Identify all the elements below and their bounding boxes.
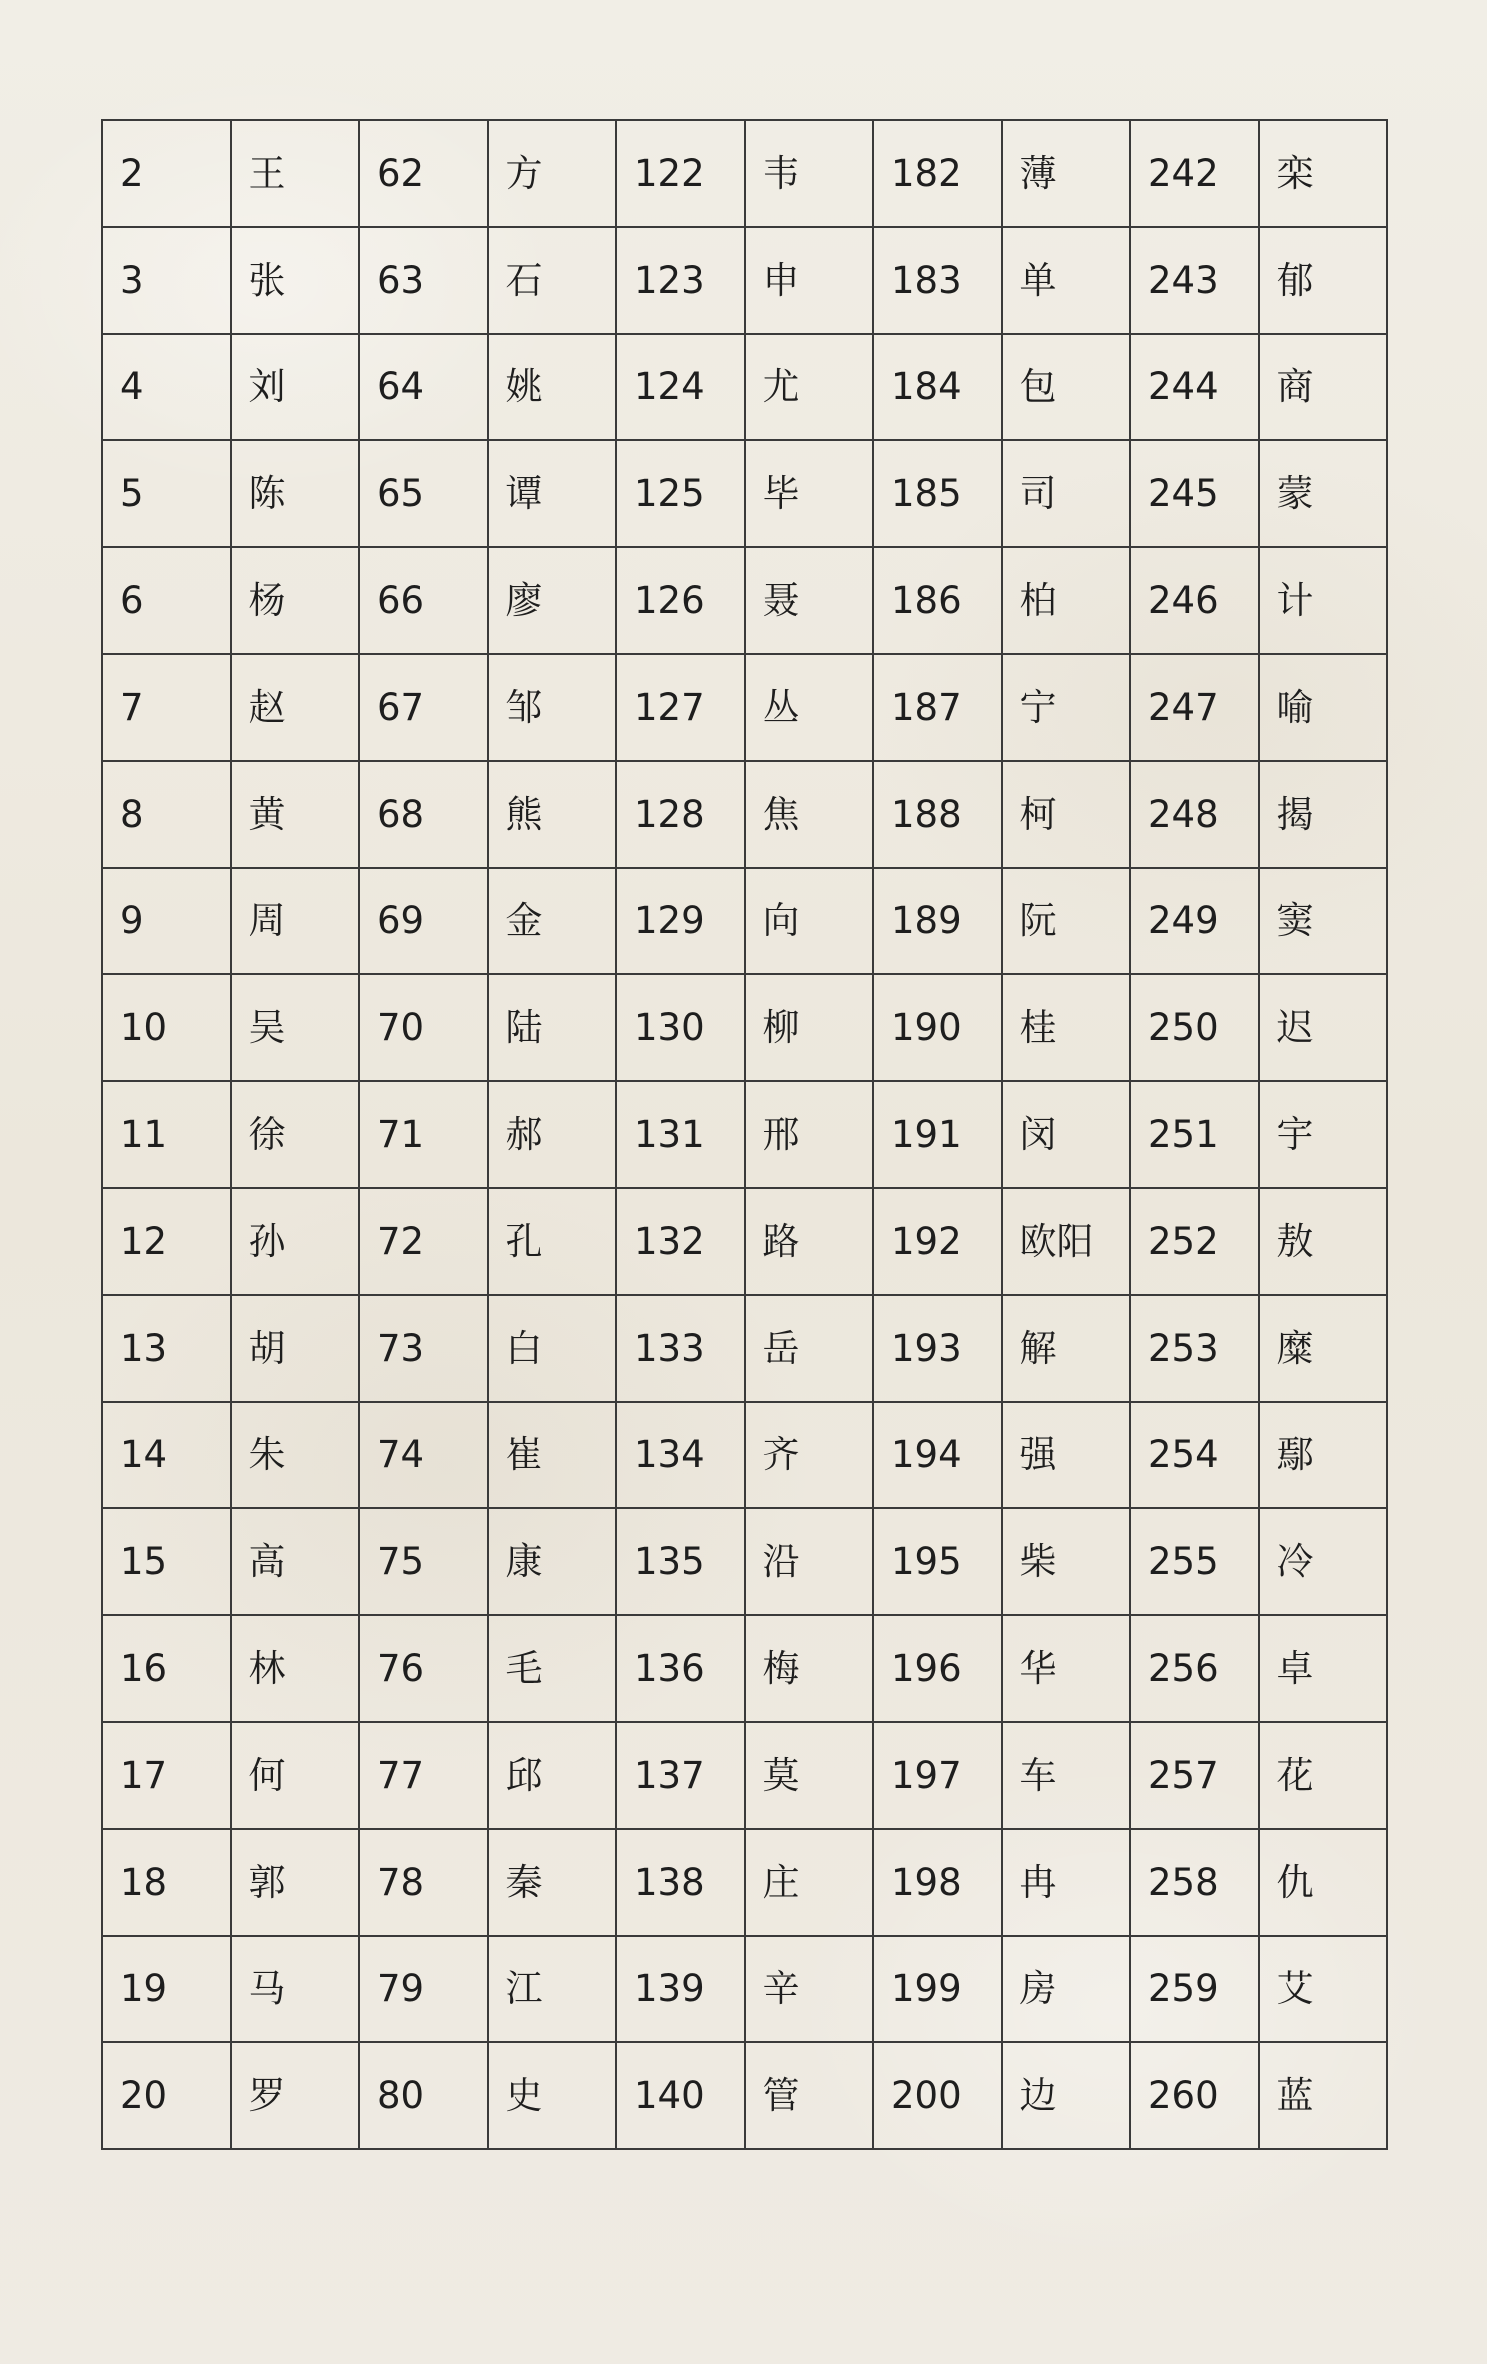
rank-number-cell: 247 (1130, 654, 1259, 761)
rank-number-cell: 64 (359, 334, 488, 441)
table-row (102, 334, 1387, 441)
surname-cell: 宇 (1259, 1081, 1388, 1188)
surname-cell: 柴 (1002, 1508, 1131, 1615)
surname-cell: 熊 (488, 761, 617, 868)
surname-cell: 仇 (1259, 1829, 1388, 1936)
rank-number-cell: 259 (1130, 1936, 1259, 2043)
rank-number-cell: 15 (102, 1508, 231, 1615)
surname-cell: 郁 (1259, 227, 1388, 334)
rank-number-cell: 246 (1130, 547, 1259, 654)
rank-number-cell: 130 (616, 974, 745, 1081)
surname-cell: 江 (488, 1936, 617, 2043)
table-row (102, 547, 1387, 654)
surname-cell: 陆 (488, 974, 617, 1081)
surname-cell: 司 (1002, 440, 1131, 547)
table-body (102, 120, 1387, 2149)
surname-cell: 蓝 (1259, 2042, 1388, 2149)
rank-number-cell: 182 (873, 120, 1002, 227)
surname-cell: 蒙 (1259, 440, 1388, 547)
surname-cell: 沿 (745, 1508, 874, 1615)
surname-cell: 康 (488, 1508, 617, 1615)
rank-number-cell: 243 (1130, 227, 1259, 334)
rank-number-cell: 65 (359, 440, 488, 547)
rank-number-cell: 79 (359, 1936, 488, 2043)
surname-cell: 强 (1002, 1402, 1131, 1509)
rank-number-cell: 4 (102, 334, 231, 441)
rank-number-cell: 20 (102, 2042, 231, 2149)
rank-number-cell: 63 (359, 227, 488, 334)
surname-cell: 车 (1002, 1722, 1131, 1829)
surname-cell: 辛 (745, 1936, 874, 2043)
rank-number-cell: 136 (616, 1615, 745, 1722)
surname-cell: 孙 (231, 1188, 360, 1295)
surname-cell: 方 (488, 120, 617, 227)
surname-cell: 尤 (745, 334, 874, 441)
surname-cell: 柯 (1002, 761, 1131, 868)
rank-number-cell: 74 (359, 1402, 488, 1509)
rank-number-cell: 135 (616, 1508, 745, 1615)
rank-number-cell: 257 (1130, 1722, 1259, 1829)
surname-cell: 薄 (1002, 120, 1131, 227)
surname-cell: 敖 (1259, 1188, 1388, 1295)
surname-cell: 林 (231, 1615, 360, 1722)
surname-cell: 邱 (488, 1722, 617, 1829)
surname-cell: 路 (745, 1188, 874, 1295)
rank-number-cell: 256 (1130, 1615, 1259, 1722)
rank-number-cell: 76 (359, 1615, 488, 1722)
rank-number-cell: 12 (102, 1188, 231, 1295)
rank-number-cell: 183 (873, 227, 1002, 334)
table-row (102, 654, 1387, 761)
surname-cell: 解 (1002, 1295, 1131, 1402)
surname-cell: 窦 (1259, 868, 1388, 975)
surname-cell: 郭 (231, 1829, 360, 1936)
surname-cell: 冷 (1259, 1508, 1388, 1615)
rank-number-cell: 71 (359, 1081, 488, 1188)
surname-cell: 杨 (231, 547, 360, 654)
rank-number-cell: 18 (102, 1829, 231, 1936)
surname-cell: 鄢 (1259, 1402, 1388, 1509)
rank-number-cell: 192 (873, 1188, 1002, 1295)
rank-number-cell: 7 (102, 654, 231, 761)
table-row (102, 1829, 1387, 1936)
rank-number-cell: 252 (1130, 1188, 1259, 1295)
surname-cell: 商 (1259, 334, 1388, 441)
rank-number-cell: 9 (102, 868, 231, 975)
surname-cell: 黄 (231, 761, 360, 868)
surname-cell: 金 (488, 868, 617, 975)
rank-number-cell: 75 (359, 1508, 488, 1615)
rank-number-cell: 190 (873, 974, 1002, 1081)
rank-number-cell: 140 (616, 2042, 745, 2149)
table-row (102, 1402, 1387, 1509)
surname-cell: 单 (1002, 227, 1131, 334)
surname-cell: 管 (745, 2042, 874, 2149)
surname-cell: 莫 (745, 1722, 874, 1829)
rank-number-cell: 134 (616, 1402, 745, 1509)
table-row (102, 440, 1387, 547)
rank-number-cell: 3 (102, 227, 231, 334)
surname-cell: 孔 (488, 1188, 617, 1295)
surname-cell: 朱 (231, 1402, 360, 1509)
rank-number-cell: 10 (102, 974, 231, 1081)
surname-cell: 边 (1002, 2042, 1131, 2149)
surname-cell: 姚 (488, 334, 617, 441)
rank-number-cell: 131 (616, 1081, 745, 1188)
rank-number-cell: 68 (359, 761, 488, 868)
rank-number-cell: 13 (102, 1295, 231, 1402)
surname-cell: 欧阳 (1002, 1188, 1131, 1295)
surname-cell: 赵 (231, 654, 360, 761)
rank-number-cell: 8 (102, 761, 231, 868)
rank-number-cell: 196 (873, 1615, 1002, 1722)
rank-number-cell: 16 (102, 1615, 231, 1722)
table-row (102, 120, 1387, 227)
rank-number-cell: 258 (1130, 1829, 1259, 1936)
surname-cell: 毛 (488, 1615, 617, 1722)
rank-number-cell: 137 (616, 1722, 745, 1829)
rank-number-cell: 127 (616, 654, 745, 761)
surname-cell: 胡 (231, 1295, 360, 1402)
rank-number-cell: 69 (359, 868, 488, 975)
rank-number-cell: 128 (616, 761, 745, 868)
rank-number-cell: 122 (616, 120, 745, 227)
rank-number-cell: 197 (873, 1722, 1002, 1829)
surname-cell: 柳 (745, 974, 874, 1081)
table-row (102, 1295, 1387, 1402)
surname-cell: 宁 (1002, 654, 1131, 761)
surname-cell: 庄 (745, 1829, 874, 1936)
rank-number-cell: 132 (616, 1188, 745, 1295)
surname-cell: 何 (231, 1722, 360, 1829)
rank-number-cell: 17 (102, 1722, 231, 1829)
rank-number-cell: 6 (102, 547, 231, 654)
surname-cell: 史 (488, 2042, 617, 2149)
rank-number-cell: 62 (359, 120, 488, 227)
rank-number-cell: 67 (359, 654, 488, 761)
surname-cell: 高 (231, 1508, 360, 1615)
rank-number-cell: 139 (616, 1936, 745, 2043)
surname-cell: 申 (745, 227, 874, 334)
rank-number-cell: 189 (873, 868, 1002, 975)
table-row (102, 227, 1387, 334)
surname-ranking-sheet (101, 119, 1388, 2150)
rank-number-cell: 125 (616, 440, 745, 547)
table-row (102, 761, 1387, 868)
table-row (102, 1722, 1387, 1829)
surname-cell: 刘 (231, 334, 360, 441)
rank-number-cell: 195 (873, 1508, 1002, 1615)
surname-cell: 廖 (488, 547, 617, 654)
surname-cell: 白 (488, 1295, 617, 1402)
surname-cell: 韦 (745, 120, 874, 227)
rank-number-cell: 199 (873, 1936, 1002, 2043)
surname-cell: 华 (1002, 1615, 1131, 1722)
rank-number-cell: 77 (359, 1722, 488, 1829)
surname-cell: 房 (1002, 1936, 1131, 2043)
surname-cell: 丛 (745, 654, 874, 761)
rank-number-cell: 245 (1130, 440, 1259, 547)
surname-cell: 罗 (231, 2042, 360, 2149)
rank-number-cell: 70 (359, 974, 488, 1081)
rank-number-cell: 124 (616, 334, 745, 441)
surname-cell: 冉 (1002, 1829, 1131, 1936)
surname-cell: 吴 (231, 974, 360, 1081)
rank-number-cell: 253 (1130, 1295, 1259, 1402)
rank-number-cell: 254 (1130, 1402, 1259, 1509)
rank-number-cell: 242 (1130, 120, 1259, 227)
table-row (102, 1936, 1387, 2043)
rank-number-cell: 184 (873, 334, 1002, 441)
rank-number-cell: 249 (1130, 868, 1259, 975)
rank-number-cell: 66 (359, 547, 488, 654)
surname-cell: 郝 (488, 1081, 617, 1188)
rank-number-cell: 14 (102, 1402, 231, 1509)
rank-number-cell: 78 (359, 1829, 488, 1936)
rank-number-cell: 200 (873, 2042, 1002, 2149)
surname-cell: 周 (231, 868, 360, 975)
surname-cell: 邹 (488, 654, 617, 761)
rank-number-cell: 129 (616, 868, 745, 975)
rank-number-cell: 133 (616, 1295, 745, 1402)
rank-number-cell: 193 (873, 1295, 1002, 1402)
surname-cell: 梅 (745, 1615, 874, 1722)
surname-cell: 迟 (1259, 974, 1388, 1081)
surname-cell: 柏 (1002, 547, 1131, 654)
surname-cell: 毕 (745, 440, 874, 547)
surname-cell: 包 (1002, 334, 1131, 441)
surname-cell: 花 (1259, 1722, 1388, 1829)
surname-cell: 喻 (1259, 654, 1388, 761)
rank-number-cell: 250 (1130, 974, 1259, 1081)
rank-number-cell: 2 (102, 120, 231, 227)
rank-number-cell: 191 (873, 1081, 1002, 1188)
surname-ranking-table (101, 119, 1388, 2150)
rank-number-cell: 138 (616, 1829, 745, 1936)
rank-number-cell: 255 (1130, 1508, 1259, 1615)
surname-cell: 邢 (745, 1081, 874, 1188)
surname-cell: 陈 (231, 440, 360, 547)
table-row (102, 1508, 1387, 1615)
table-row (102, 1615, 1387, 1722)
rank-number-cell: 11 (102, 1081, 231, 1188)
rank-number-cell: 188 (873, 761, 1002, 868)
rank-number-cell: 187 (873, 654, 1002, 761)
surname-cell: 谭 (488, 440, 617, 547)
surname-cell: 岳 (745, 1295, 874, 1402)
rank-number-cell: 19 (102, 1936, 231, 2043)
surname-cell: 张 (231, 227, 360, 334)
rank-number-cell: 5 (102, 440, 231, 547)
rank-number-cell: 185 (873, 440, 1002, 547)
table-row (102, 1188, 1387, 1295)
surname-cell: 计 (1259, 547, 1388, 654)
surname-cell: 秦 (488, 1829, 617, 1936)
rank-number-cell: 80 (359, 2042, 488, 2149)
rank-number-cell: 126 (616, 547, 745, 654)
rank-number-cell: 251 (1130, 1081, 1259, 1188)
rank-number-cell: 194 (873, 1402, 1002, 1509)
surname-cell: 阮 (1002, 868, 1131, 975)
table-row (102, 2042, 1387, 2149)
rank-number-cell: 186 (873, 547, 1002, 654)
surname-cell: 卓 (1259, 1615, 1388, 1722)
surname-cell: 闵 (1002, 1081, 1131, 1188)
surname-cell: 糜 (1259, 1295, 1388, 1402)
surname-cell: 向 (745, 868, 874, 975)
rank-number-cell: 72 (359, 1188, 488, 1295)
rank-number-cell: 198 (873, 1829, 1002, 1936)
surname-cell: 桂 (1002, 974, 1131, 1081)
surname-cell: 艾 (1259, 1936, 1388, 2043)
rank-number-cell: 260 (1130, 2042, 1259, 2149)
surname-cell: 徐 (231, 1081, 360, 1188)
rank-number-cell: 123 (616, 227, 745, 334)
rank-number-cell: 73 (359, 1295, 488, 1402)
surname-cell: 石 (488, 227, 617, 334)
table-row (102, 1081, 1387, 1188)
surname-cell: 崔 (488, 1402, 617, 1509)
surname-cell: 揭 (1259, 761, 1388, 868)
surname-cell: 焦 (745, 761, 874, 868)
rank-number-cell: 248 (1130, 761, 1259, 868)
surname-cell: 齐 (745, 1402, 874, 1509)
rank-number-cell: 244 (1130, 334, 1259, 441)
table-row (102, 868, 1387, 975)
surname-cell: 聂 (745, 547, 874, 654)
surname-cell: 栾 (1259, 120, 1388, 227)
surname-cell: 马 (231, 1936, 360, 2043)
table-row (102, 974, 1387, 1081)
surname-cell: 王 (231, 120, 360, 227)
